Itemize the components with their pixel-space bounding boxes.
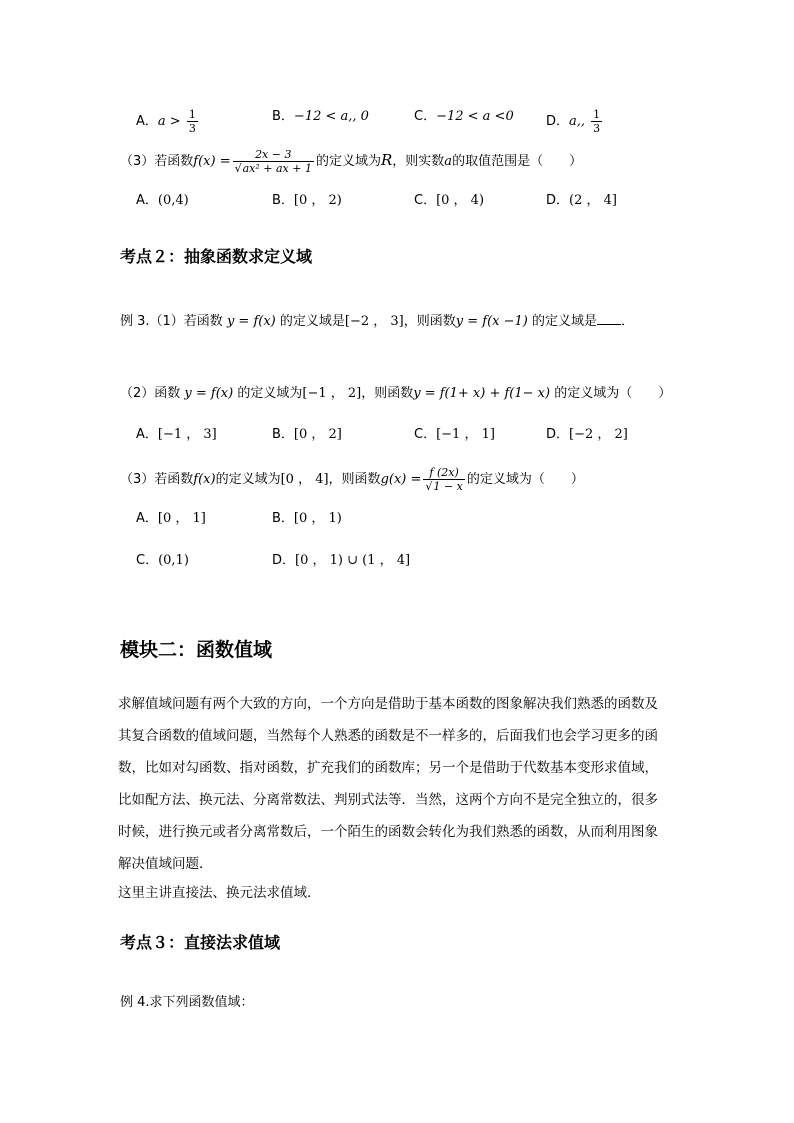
heading-kp2: 考点２：抽象函数求定义域 — [120, 247, 313, 266]
paragraph-line: 求解值域问题有两个大致的方向，一个方向是借助于基本函数的图象解决我们熟悉的函数及 — [118, 696, 658, 712]
option-label: A． — [136, 114, 158, 129]
ex3-2-option-b: B．[0 ， 2] — [272, 427, 342, 442]
q3-option-d: D．(2 ， 4] — [546, 193, 617, 208]
example-4: 例 4.求下列函数值域： — [120, 995, 254, 1010]
fraction: $\frac{2x - 3}{\text{√ax² + ax + 1}}$ — [234, 148, 312, 175]
q2-option-c: C．−12 < a <0 — [414, 109, 514, 124]
ex3-3-option-d: D．[0 ， 1) ∪ (1 ， 4] — [272, 553, 411, 568]
example-3-part-2: （2）函数 y = f(x) 的定义域为[−1 ， 2]，则函数y = f(1+ x) + f(1− x) 的定义域为（ ） — [120, 386, 672, 401]
paragraph-line: 比如配方法、换元法、分离常数法、判别式法等．当然，这两个方向不是完全独立的，很多 — [118, 792, 658, 808]
intro-paragraph — [118, 688, 678, 880]
q2-option-b: B．−12 < a,, 0 — [272, 109, 369, 124]
fraction: $\frac{f (2x)}{√1 - x}$ — [425, 466, 463, 493]
fraction: $\frac{1}{3}$ — [188, 108, 196, 135]
heading-module-2: 模块二：函数值域 — [120, 639, 273, 661]
ex3-3-option-a: A．[0 ， 1] — [136, 511, 206, 526]
ex3-2-option-a: A．[−1 ， 3] — [136, 427, 217, 442]
paragraph-line: 时候，进行换元或者分离常数后，一个陌生的函数会转化为我们熟悉的函数，从而利用图象 — [118, 824, 658, 840]
ex3-2-option-d: D．[−2 ， 2] — [546, 427, 628, 442]
ex3-3-option-c: C．(0,1) — [136, 553, 189, 568]
paragraph-line: 其复合函数的值域问题，当然每个人熟悉的函数是不一样多的，后面我们也会学习更多的函 — [118, 728, 658, 744]
example-3-part-3: （3）若函数f(x)的定义域为[0 ， 4]，则函数g(x) = $\frac{f (2x)}{√1 - x}$ 的定义域为（ ） — [120, 466, 584, 493]
q3-option-c: C．[0 ， 4) — [414, 193, 485, 208]
answer-blank — [597, 312, 621, 325]
paragraph-line: 数，比如对勾函数、指对函数，扩充我们的函数库；另一个是借助于代数基本变形求值域， — [118, 760, 658, 776]
example-3-part-1: 例 3.（1）若函数 y = f(x) 的定义域是[−2 ， 3]，则函数y = f(x −1) 的定义域是 ． — [120, 314, 635, 329]
q3-option-a: A．(0,4) — [136, 193, 189, 208]
question-3-stem: （3）若函数f(x) = $\frac{2x - 3}{\text{√ax² + ax + 1}}$ 的定义域为R，则实数a的取值范围是（ ） — [120, 148, 583, 175]
fraction: $\frac{1}{3}$ — [593, 108, 601, 135]
heading-kp3: 考点３：直接法求值域 — [120, 933, 281, 952]
q2-option-d: D．a,, $\frac{1}{3}$ — [546, 108, 601, 135]
ex3-2-option-c: C．[−1 ， 1] — [414, 427, 495, 442]
q3-option-b: B．[0 ， 2) — [272, 193, 342, 208]
intro-last-line: 这里主讲直接法、换元法求值域． — [118, 885, 321, 901]
paragraph-line: 解决值域问题． — [118, 856, 213, 872]
q2-option-a: A．a > $\frac{1}{3}$ — [136, 108, 196, 135]
ex3-3-option-b: B．[0 ， 1) — [272, 511, 342, 526]
